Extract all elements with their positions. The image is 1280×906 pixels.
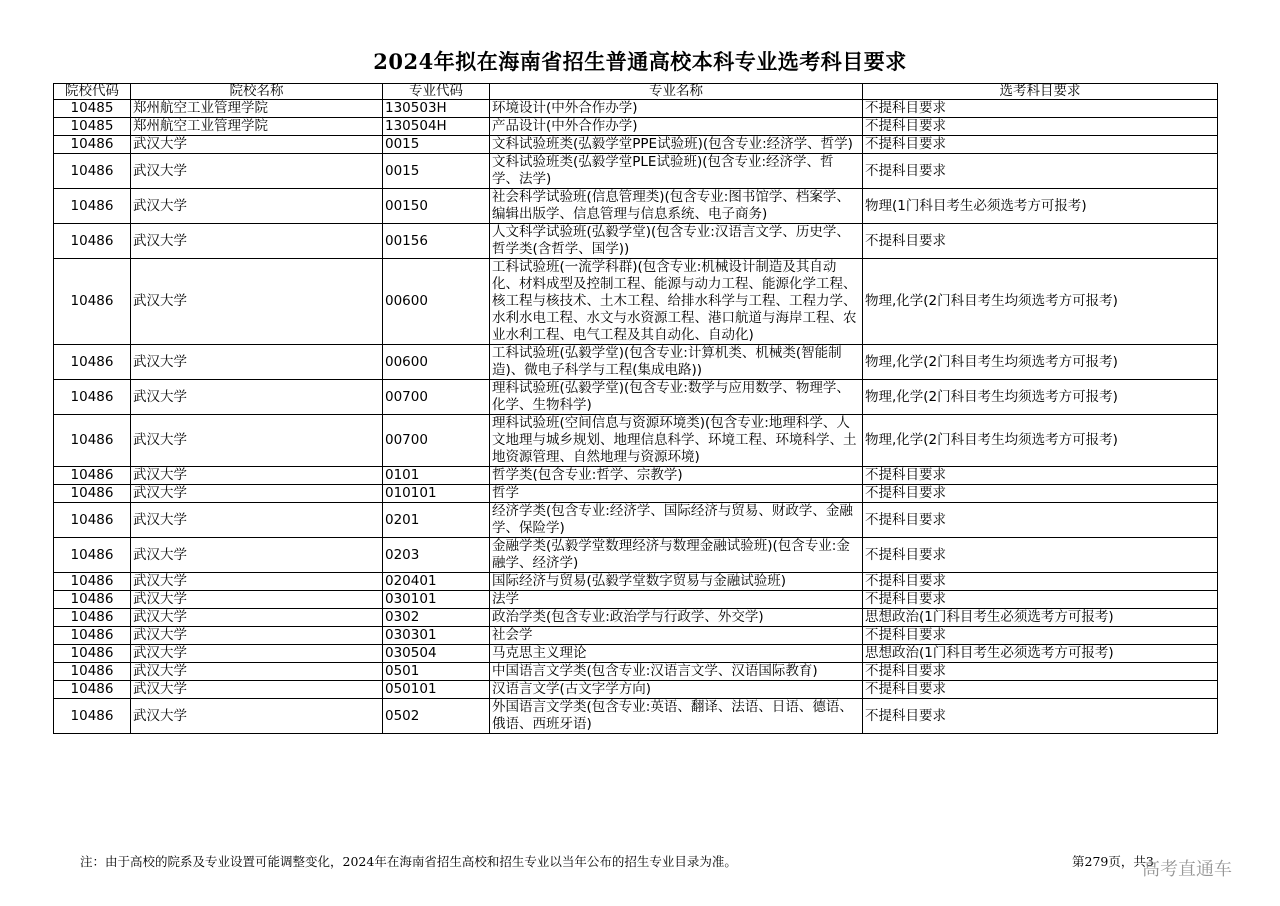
- table-row: [54, 538, 1218, 573]
- table-row: [54, 609, 1218, 627]
- table-row: [54, 380, 1218, 415]
- cell-school-name: 武汉大学: [131, 699, 383, 734]
- cell-school-code: 10486: [54, 467, 131, 485]
- cell-major-name: 环境设计(中外合作办学): [490, 100, 863, 118]
- cell-school-code: 10486: [54, 573, 131, 591]
- table-row: [54, 681, 1218, 699]
- cell-school-name: 武汉大学: [131, 503, 383, 538]
- cell-subject-req: 不提科目要求: [863, 118, 1218, 136]
- cell-school-name: 武汉大学: [131, 136, 383, 154]
- watermark: 高考直通车: [1142, 859, 1232, 880]
- cell-major-code: 030301: [383, 627, 490, 645]
- cell-school-code: 10486: [54, 380, 131, 415]
- cell-subject-req: 思想政治(1门科目考生必须选考方可报考): [863, 645, 1218, 663]
- cell-major-name: 理科试验班(空间信息与资源环境类)(包含专业:地理科学、人文地理与城乡规划、地理信息科学、环境工程、环境科学、土地资源管理、自然地理与资源环境): [490, 415, 863, 467]
- table-row: [54, 189, 1218, 224]
- table-row: [54, 136, 1218, 154]
- table-row: [54, 467, 1218, 485]
- cell-major-name: 外国语言文学类(包含专业:英语、翻译、法语、日语、德语、俄语、西班牙语): [490, 699, 863, 734]
- cell-school-name: 武汉大学: [131, 345, 383, 380]
- cell-school-code: 10485: [54, 100, 131, 118]
- cell-subject-req: 不提科目要求: [863, 100, 1218, 118]
- cell-subject-req: 不提科目要求: [863, 681, 1218, 699]
- cell-major-name: 政治学类(包含专业:政治学与行政学、外交学): [490, 609, 863, 627]
- cell-school-code: 10486: [54, 189, 131, 224]
- cell-subject-req: 不提科目要求: [863, 224, 1218, 259]
- header-school-name: 院校名称: [131, 84, 383, 100]
- cell-major-name: 马克思主义理论: [490, 645, 863, 663]
- cell-school-name: 武汉大学: [131, 154, 383, 189]
- cell-school-code: 10486: [54, 136, 131, 154]
- cell-major-name: 哲学类(包含专业:哲学、宗教学): [490, 467, 863, 485]
- header-school-code: 院校代码: [54, 84, 131, 100]
- cell-subject-req: 不提科目要求: [863, 154, 1218, 189]
- page-number: 第279页，共3: [1072, 854, 1154, 869]
- table-row: [54, 573, 1218, 591]
- table-row: [54, 100, 1218, 118]
- cell-school-name: 武汉大学: [131, 485, 383, 503]
- footer-note: 注：由于高校的院系及专业设置可能调整变化，2024年在海南省招生高校和招生专业以当年公布的招生专业目录为准。: [80, 854, 737, 869]
- cell-school-code: 10486: [54, 681, 131, 699]
- cell-school-code: 10486: [54, 259, 131, 345]
- page-title: 2024年拟在海南省招生普通高校本科专业选考科目要求: [373, 49, 907, 74]
- cell-major-name: 金融学类(弘毅学堂数理经济与数理金融试验班)(包含专业:金融学、经济学): [490, 538, 863, 573]
- cell-subject-req: 物理,化学(2门科目考生均须选考方可报考): [863, 415, 1218, 467]
- cell-school-code: 10486: [54, 224, 131, 259]
- cell-school-code: 10486: [54, 591, 131, 609]
- cell-subject-req: 不提科目要求: [863, 699, 1218, 734]
- cell-school-code: 10486: [54, 663, 131, 681]
- cell-school-code: 10486: [54, 345, 131, 380]
- table-row: [54, 224, 1218, 259]
- cell-subject-req: 物理(1门科目考生必须选考方可报考): [863, 189, 1218, 224]
- cell-school-name: 武汉大学: [131, 645, 383, 663]
- cell-school-code: 10486: [54, 538, 131, 573]
- table-row: [54, 345, 1218, 380]
- cell-major-code: 00150: [383, 189, 490, 224]
- cell-major-name: 中国语言文学类(包含专业:汉语言文学、汉语国际教育): [490, 663, 863, 681]
- cell-school-name: 武汉大学: [131, 538, 383, 573]
- cell-subject-req: 不提科目要求: [863, 467, 1218, 485]
- table-row: [54, 627, 1218, 645]
- cell-subject-req: 不提科目要求: [863, 627, 1218, 645]
- cell-school-code: 10486: [54, 627, 131, 645]
- cell-major-name: 社会科学试验班(信息管理类)(包含专业:图书馆学、档案学、编辑出版学、信息管理与信息系统、电子商务): [490, 189, 863, 224]
- cell-subject-req: 不提科目要求: [863, 485, 1218, 503]
- cell-school-code: 10486: [54, 154, 131, 189]
- cell-major-code: 0502: [383, 699, 490, 734]
- cell-school-name: 武汉大学: [131, 573, 383, 591]
- cell-major-code: 050101: [383, 681, 490, 699]
- cell-major-name: 哲学: [490, 485, 863, 503]
- cell-major-code: 0203: [383, 538, 490, 573]
- cell-school-name: 郑州航空工业管理学院: [131, 118, 383, 136]
- cell-major-code: 0015: [383, 136, 490, 154]
- cell-school-code: 10486: [54, 503, 131, 538]
- cell-major-name: 产品设计(中外合作办学): [490, 118, 863, 136]
- cell-school-name: 武汉大学: [131, 627, 383, 645]
- cell-major-name: 工科试验班(弘毅学堂)(包含专业:计算机类、机械类(智能制造)、微电子科学与工程(集成电路)): [490, 345, 863, 380]
- table-row: [54, 485, 1218, 503]
- cell-major-name: 工科试验班(一流学科群)(包含专业:机械设计制造及其自动化、材料成型及控制工程、能源与动力工程、能源化学工程、核工程与核技术、土木工程、给排水科学与工程、工程力学、水利水电工程、水文与水资源工程、港口航道与海岸工程、农业水利工程、电气工程及其自动化、自动化): [490, 259, 863, 345]
- cell-subject-req: 物理,化学(2门科目考生均须选考方可报考): [863, 345, 1218, 380]
- cell-major-code: 0501: [383, 663, 490, 681]
- header-subject-req: 选考科目要求: [863, 84, 1218, 100]
- cell-major-code: 020401: [383, 573, 490, 591]
- cell-subject-req: 不提科目要求: [863, 663, 1218, 681]
- cell-subject-req: 不提科目要求: [863, 503, 1218, 538]
- cell-school-name: 郑州航空工业管理学院: [131, 100, 383, 118]
- cell-major-name: 文科试验班类(弘毅学堂PPE试验班)(包含专业:经济学、哲学): [490, 136, 863, 154]
- table-row: [54, 259, 1218, 345]
- table-header-row: [54, 84, 1218, 100]
- cell-subject-req: 物理,化学(2门科目考生均须选考方可报考): [863, 259, 1218, 345]
- cell-school-name: 武汉大学: [131, 415, 383, 467]
- cell-school-code: 10486: [54, 645, 131, 663]
- table-row: [54, 118, 1218, 136]
- cell-major-code: 00156: [383, 224, 490, 259]
- cell-school-code: 10486: [54, 609, 131, 627]
- cell-major-code: 0015: [383, 154, 490, 189]
- cell-major-code: 030101: [383, 591, 490, 609]
- table-row: [54, 503, 1218, 538]
- cell-school-name: 武汉大学: [131, 591, 383, 609]
- cell-school-code: 10485: [54, 118, 131, 136]
- cell-major-name: 人文科学试验班(弘毅学堂)(包含专业:汉语言文学、历史学、哲学类(含哲学、国学)): [490, 224, 863, 259]
- cell-major-name: 理科试验班(弘毅学堂)(包含专业:数学与应用数学、物理学、化学、生物科学): [490, 380, 863, 415]
- cell-major-code: 00700: [383, 380, 490, 415]
- header-major-code: 专业代码: [383, 84, 490, 100]
- cell-school-code: 10486: [54, 415, 131, 467]
- cell-major-name: 汉语言文学(古文字学方向): [490, 681, 863, 699]
- table-row: [54, 645, 1218, 663]
- cell-major-name: 社会学: [490, 627, 863, 645]
- cell-major-name: 经济学类(包含专业:经济学、国际经济与贸易、财政学、金融学、保险学): [490, 503, 863, 538]
- cell-school-code: 10486: [54, 485, 131, 503]
- cell-major-code: 030504: [383, 645, 490, 663]
- cell-school-code: 10486: [54, 699, 131, 734]
- cell-subject-req: 思想政治(1门科目考生必须选考方可报考): [863, 609, 1218, 627]
- table-row: [54, 415, 1218, 467]
- cell-subject-req: 物理,化学(2门科目考生均须选考方可报考): [863, 380, 1218, 415]
- cell-subject-req: 不提科目要求: [863, 538, 1218, 573]
- cell-major-name: 法学: [490, 591, 863, 609]
- table-row: [54, 699, 1218, 734]
- cell-school-name: 武汉大学: [131, 663, 383, 681]
- cell-major-code: 00600: [383, 259, 490, 345]
- cell-major-code: 010101: [383, 485, 490, 503]
- cell-school-name: 武汉大学: [131, 259, 383, 345]
- cell-major-code: 00600: [383, 345, 490, 380]
- cell-school-name: 武汉大学: [131, 467, 383, 485]
- cell-school-name: 武汉大学: [131, 681, 383, 699]
- cell-subject-req: 不提科目要求: [863, 573, 1218, 591]
- table-row: [54, 663, 1218, 681]
- cell-subject-req: 不提科目要求: [863, 591, 1218, 609]
- cell-subject-req: 不提科目要求: [863, 136, 1218, 154]
- cell-major-code: 130503H: [383, 100, 490, 118]
- cell-major-code: 130504H: [383, 118, 490, 136]
- cell-school-name: 武汉大学: [131, 380, 383, 415]
- cell-major-code: 0302: [383, 609, 490, 627]
- table-row: [54, 154, 1218, 189]
- cell-major-code: 00700: [383, 415, 490, 467]
- cell-major-name: 国际经济与贸易(弘毅学堂数字贸易与金融试验班): [490, 573, 863, 591]
- table-row: [54, 591, 1218, 609]
- cell-school-name: 武汉大学: [131, 609, 383, 627]
- cell-major-code: 0101: [383, 467, 490, 485]
- header-major-name: 专业名称: [490, 84, 863, 100]
- cell-school-name: 武汉大学: [131, 224, 383, 259]
- cell-school-name: 武汉大学: [131, 189, 383, 224]
- requirements-table: [53, 83, 1218, 734]
- cell-major-name: 文科试验班类(弘毅学堂PLE试验班)(包含专业:经济学、哲学、法学): [490, 154, 863, 189]
- cell-major-code: 0201: [383, 503, 490, 538]
